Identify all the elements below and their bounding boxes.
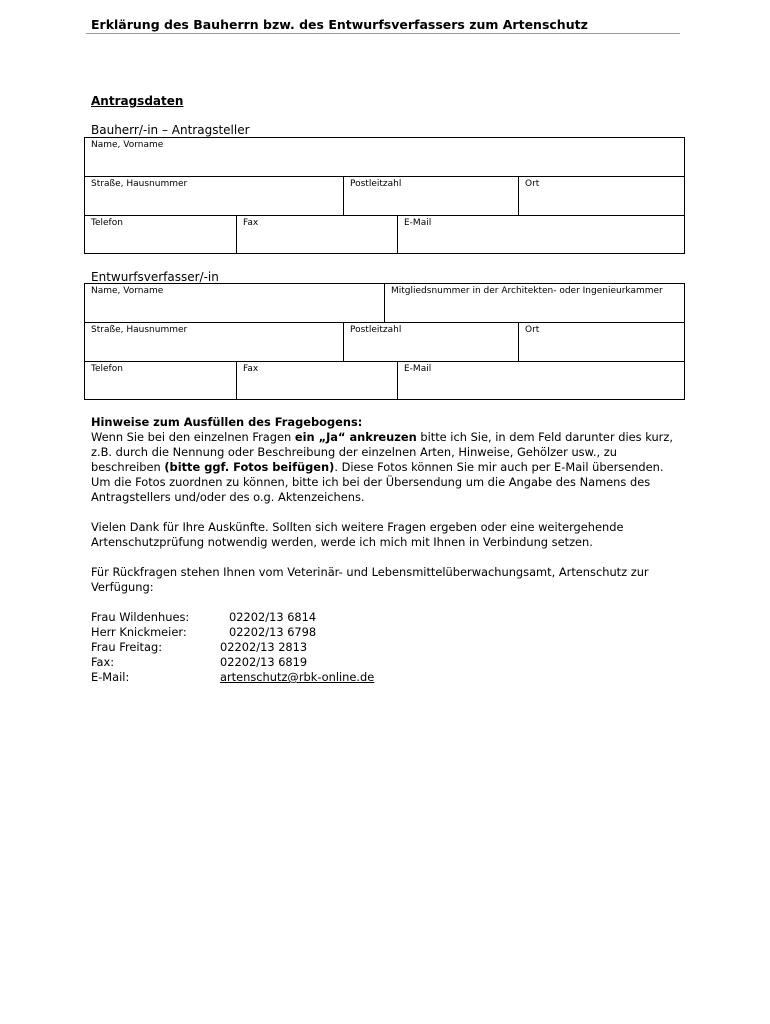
designer-city-field[interactable] — [519, 323, 684, 361]
emphasis-text: (bitte ggf. Fotos beifügen) — [164, 460, 335, 474]
document-title: Erklärung des Bauherrn bzw. des Entwurfsverfassers zum Artenschutz — [91, 17, 588, 32]
contact-intro-line: Für Rückfragen stehen Ihnen vom Veterinär- und Lebensmittelüberwachungsamt, Artenschutz zur — [91, 565, 649, 579]
instructions-paragraph-1-line: Antragstellers und/oder des o.g. Aktenzeichens. — [91, 490, 365, 504]
applicant-phone-label: Telefon — [91, 218, 123, 228]
designer-fax-field[interactable] — [237, 362, 397, 399]
contact-phone: 02202/13 6814 — [229, 610, 317, 624]
contact-row-freitag — [91, 640, 691, 655]
designer-street-field[interactable] — [85, 323, 343, 361]
instructions-paragraph-1-line — [91, 430, 691, 445]
applicant-group-label: Bauherr/-in – Antragsteller — [91, 123, 250, 137]
header-rule — [86, 33, 680, 34]
contact-email-link[interactable]: artenschutz@rbk-online.de — [220, 670, 375, 684]
spacer — [91, 595, 691, 610]
applicant-row-name — [85, 138, 684, 177]
designer-row-contact — [85, 362, 684, 399]
designer-row-address — [85, 323, 684, 361]
instructions-block — [91, 415, 691, 685]
applicant-postcode-label: Postleitzahl — [350, 179, 402, 189]
spacer — [91, 550, 691, 565]
text-run: bitte ich Sie, in dem Feld darunter dies kurz, — [416, 430, 673, 444]
designer-postcode-field[interactable] — [344, 323, 518, 361]
designer-membership-label: Mitgliedsnummer in der Architekten- oder Ingenieurkammer — [391, 286, 663, 296]
instructions-paragraph-1-line — [91, 460, 691, 475]
applicant-city-label: Ort — [525, 179, 540, 189]
applicant-email-label: E-Mail — [404, 218, 432, 228]
applicant-phone-field[interactable] — [85, 216, 236, 253]
applicant-name-field[interactable] — [85, 138, 684, 177]
contact-row-email — [91, 670, 691, 685]
designer-email-label: E-Mail — [404, 364, 432, 374]
designer-street-label: Straße, Hausnummer — [91, 325, 188, 335]
spacer — [91, 505, 691, 520]
contact-label: Herr Knickmeier: — [91, 625, 187, 639]
emphasis-text: ein „Ja“ ankreuzen — [294, 430, 417, 444]
designer-name-field[interactable] — [85, 284, 384, 323]
applicant-form-grid — [84, 137, 685, 254]
designer-group-label: Entwurfsverfasser/-in — [91, 270, 219, 284]
applicant-fax-field[interactable] — [237, 216, 397, 253]
text-run: Wenn Sie bei den einzelnen Fragen — [91, 430, 295, 444]
applicant-street-field[interactable] — [85, 177, 343, 215]
designer-membership-field[interactable] — [385, 284, 684, 323]
instructions-title: Hinweise zum Ausfüllen des Fragebogens: — [91, 415, 363, 429]
designer-email-field[interactable] — [398, 362, 684, 399]
instructions-paragraph-1-line: Um die Fotos zuordnen zu können, bitte ich bei der Übersendung um die Angabe des Namens des — [91, 475, 651, 489]
contact-label: Frau Wildenhues: — [91, 610, 190, 624]
contact-fax: 02202/13 6819 — [220, 655, 308, 669]
designer-postcode-label: Postleitzahl — [350, 325, 402, 335]
text-run: beschreiben — [91, 460, 165, 474]
applicant-street-label: Straße, Hausnummer — [91, 179, 188, 189]
contact-row-fax — [91, 655, 691, 670]
contact-phone: 02202/13 2813 — [220, 640, 308, 654]
contact-intro-line: Verfügung: — [91, 580, 154, 594]
applicant-fax-label: Fax — [243, 218, 259, 228]
designer-phone-label: Telefon — [91, 364, 123, 374]
thanks-paragraph-line: Vielen Dank für Ihre Auskünfte. Sollten sich weitere Fragen ergeben oder eine weitergehende — [91, 520, 624, 534]
instructions-paragraph-1-line: z.B. durch die Nennung oder Beschreibung der einzelnen Arten, Hinweise, Gehölzer usw., zu — [91, 445, 617, 459]
applicant-email-field[interactable] — [398, 216, 684, 253]
contact-label: Frau Freitag: — [91, 640, 163, 654]
text-run: . Diese Fotos können Sie mir auch per E-Mail übersenden. — [334, 460, 664, 474]
contact-label: E-Mail: — [91, 670, 130, 684]
designer-fax-label: Fax — [243, 364, 259, 374]
applicant-row-address — [85, 177, 684, 215]
contact-row-wildenhues — [91, 610, 691, 625]
applicant-row-contact — [85, 216, 684, 253]
section-title: Antragsdaten — [91, 94, 184, 108]
applicant-name-label: Name, Vorname — [91, 140, 164, 150]
designer-name-label: Name, Vorname — [91, 286, 164, 296]
designer-row-name — [85, 284, 684, 323]
designer-city-label: Ort — [525, 325, 540, 335]
thanks-paragraph-line: Artenschutzprüfung notwendig werden, werde ich mich mit Ihnen in Verbindung setzen. — [91, 535, 593, 549]
contact-phone: 02202/13 6798 — [229, 625, 317, 639]
contact-label: Fax: — [91, 655, 115, 669]
contact-row-knickmeier — [91, 625, 691, 640]
applicant-postcode-field[interactable] — [344, 177, 518, 215]
applicant-city-field[interactable] — [519, 177, 684, 215]
designer-form-grid — [84, 283, 685, 400]
designer-phone-field[interactable] — [85, 362, 236, 399]
